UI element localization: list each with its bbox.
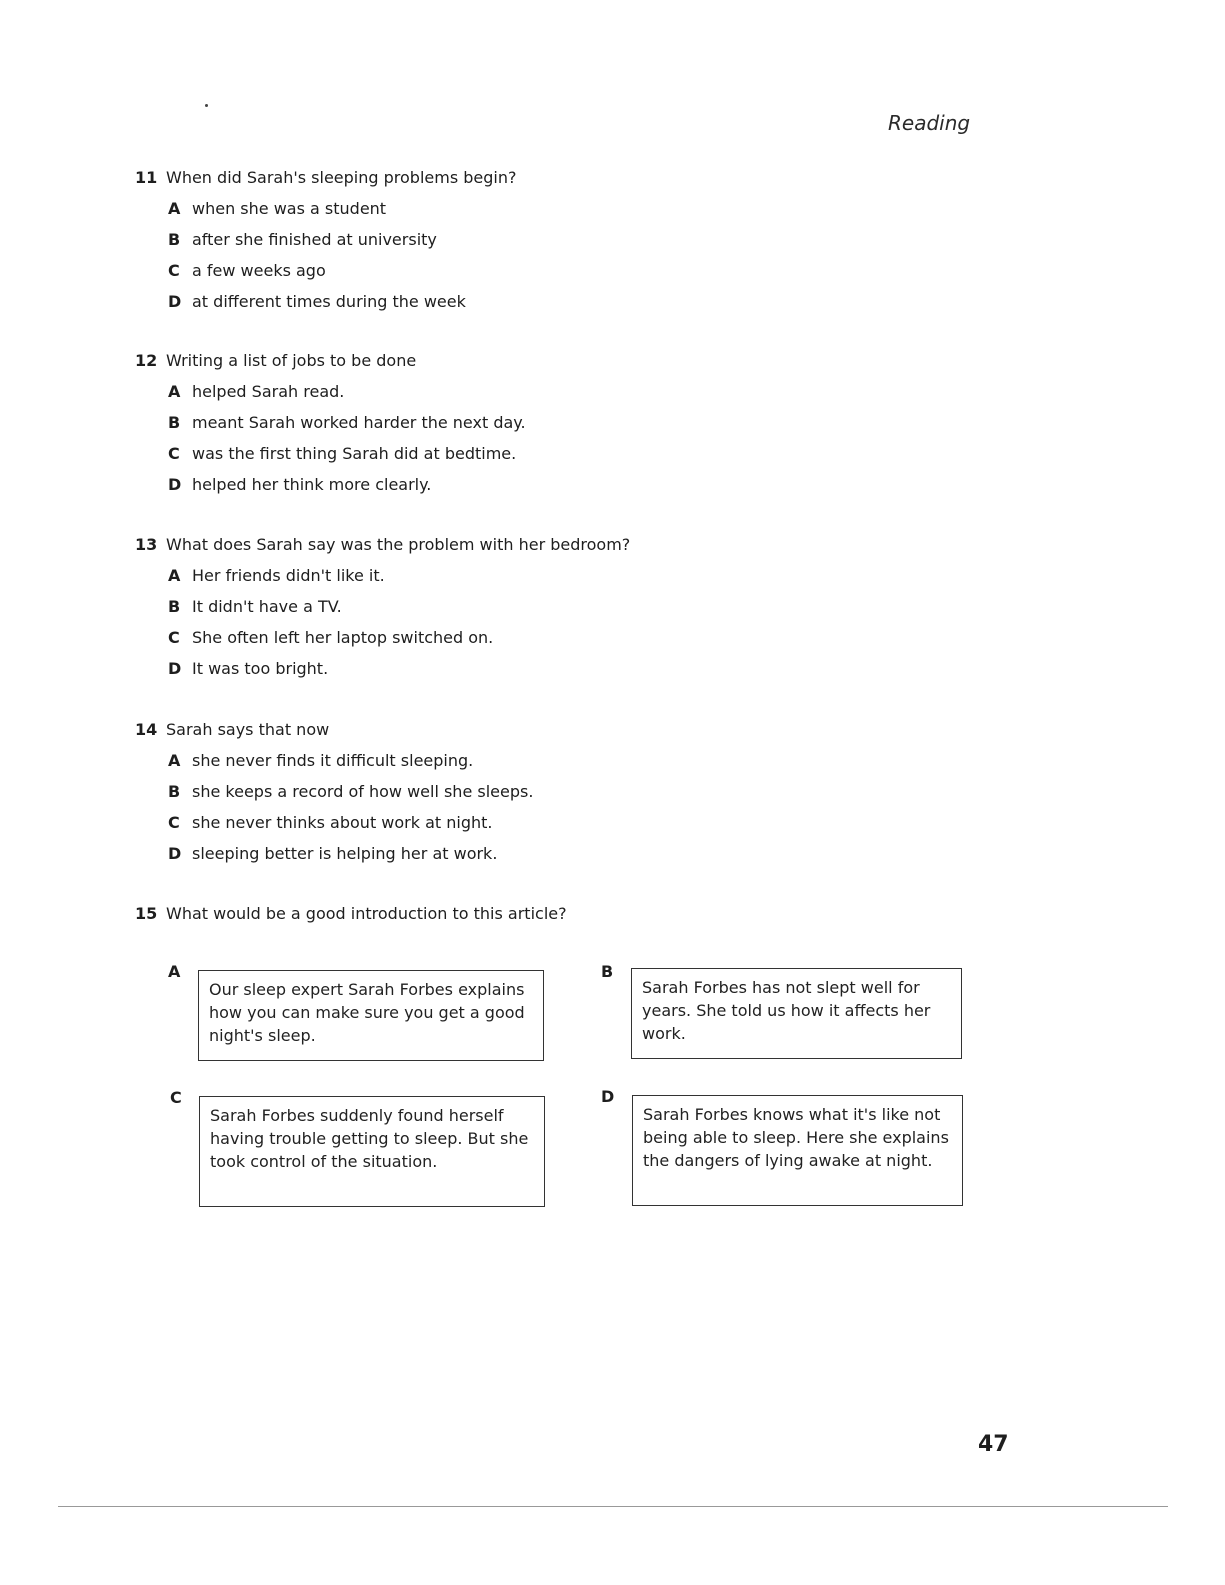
option-letter: B [168,230,181,249]
option-letter: D [168,292,182,311]
option-b[interactable] [168,230,517,261]
intro-option-letter-a: A [168,962,181,981]
option-d[interactable] [168,292,517,323]
option-text: at different times during the week [192,292,466,311]
intro-option-box-d[interactable]: Sarah Forbes knows what it's like not being able to sleep. Here she explains the dangers of lying awake at night. [632,1095,963,1206]
option-text: meant Sarah worked harder the next day. [192,413,526,432]
option-text: after she finished at university [192,230,437,249]
intro-option-letter-d: D [601,1087,615,1106]
question-number: 14 [135,720,158,739]
section-header: Reading [888,111,971,135]
intro-option-box-b[interactable]: Sarah Forbes has not slept well for years. She told us how it affects her work. [631,968,962,1059]
option-text: was the first thing Sarah did at bedtime. [192,444,517,463]
option-text: Her friends didn't like it. [192,566,385,585]
intro-option-letter-c: C [170,1088,182,1107]
option-text: when she was a student [192,199,387,218]
question-text: What does Sarah say was the problem with her bedroom? [166,535,631,554]
question-number: 13 [135,535,158,554]
option-text: she keeps a record of how well she sleeps. [192,782,534,801]
option-a[interactable] [168,751,533,782]
question-text: When did Sarah's sleeping problems begin? [166,168,517,187]
option-text: she never thinks about work at night. [192,813,493,832]
question-number: 12 [135,351,158,370]
option-b[interactable] [168,782,533,813]
option-letter: C [168,813,180,832]
stray-mark [205,104,208,107]
option-letter: A [168,751,181,770]
option-text: It was too bright. [192,659,329,678]
option-text: helped her think more clearly. [192,475,432,494]
question-11 [135,168,517,323]
page-number: 47 [978,1432,1009,1457]
option-a[interactable] [168,566,630,597]
intro-option-box-c[interactable]: Sarah Forbes suddenly found herself having trouble getting to sleep. But she took control of the situation. [199,1096,545,1207]
option-letter: B [168,782,181,801]
option-letter: D [168,659,182,678]
option-b[interactable] [168,597,630,628]
question-number: 11 [135,168,158,187]
option-c[interactable] [168,444,526,475]
option-letter: C [168,628,180,647]
option-a[interactable] [168,199,517,230]
question-14 [135,720,533,875]
option-letter: C [168,444,180,463]
option-d[interactable] [168,659,630,690]
question-text: Sarah says that now [166,720,330,739]
option-letter: A [168,566,181,585]
option-text: It didn't have a TV. [192,597,342,616]
option-text: she never finds it difficult sleeping. [192,751,474,770]
intro-option-box-a[interactable]: Our sleep expert Sarah Forbes explains how you can make sure you get a good night's sleep. [198,970,544,1061]
question-12 [135,351,526,506]
option-c[interactable] [168,628,630,659]
question-15 [135,904,567,935]
option-letter: A [168,199,181,218]
question-13 [135,535,630,690]
option-letter: B [168,597,181,616]
option-text: sleeping better is helping her at work. [192,844,498,863]
option-letter: D [168,475,182,494]
option-text: helped Sarah read. [192,382,345,401]
question-text: What would be a good introduction to this article? [166,904,567,923]
option-letter: B [168,413,181,432]
option-letter: A [168,382,181,401]
option-text: a few weeks ago [192,261,326,280]
question-number: 15 [135,904,158,923]
option-d[interactable] [168,475,526,506]
intro-option-letter-b: B [601,962,614,981]
footer-rule [58,1506,1168,1507]
question-text: Writing a list of jobs to be done [166,351,417,370]
option-letter: C [168,261,180,280]
option-text: She often left her laptop switched on. [192,628,494,647]
option-b[interactable] [168,413,526,444]
option-c[interactable] [168,261,517,292]
option-letter: D [168,844,182,863]
option-a[interactable] [168,382,526,413]
option-c[interactable] [168,813,533,844]
option-d[interactable] [168,844,533,875]
